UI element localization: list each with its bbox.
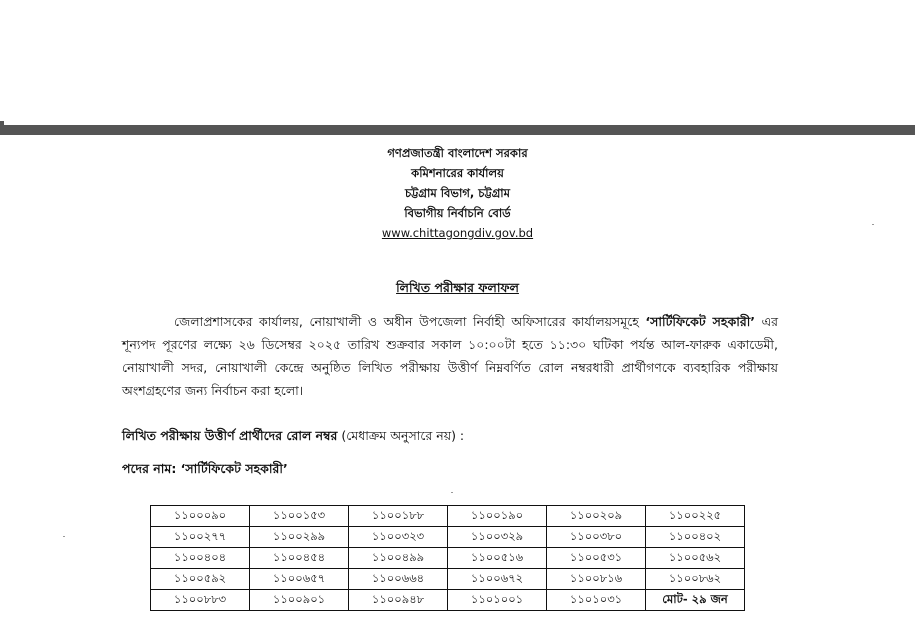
roll-number-cell: ১১০০৯৪৮: [349, 590, 448, 611]
roll-number-cell: ১১০০১৯০: [448, 506, 547, 527]
roll-number-cell: ১১০০৫১৬: [448, 548, 547, 569]
roll-number-cell: ১১০০৮৬২: [646, 569, 745, 590]
roll-number-cell: ১১০০২২৫: [646, 506, 745, 527]
table-row: [151, 527, 745, 548]
roll-number-cell: ১১০০৫৩১: [547, 548, 646, 569]
roll-number-cell: ১১০০১৮৮: [349, 506, 448, 527]
office-header: [0, 143, 915, 243]
roll-number-cell: ১১০০৬৭২: [448, 569, 547, 590]
post-name-heading: পদের নাম: ‘সার্টিফিকেট সহকারী’: [122, 461, 288, 476]
roll-heading-main: লিখিত পরীক্ষায় উত্তীর্ণ প্রার্থীদের রোল নম্বর: [122, 428, 338, 443]
total-count-cell: মোট- ২৯ জন: [646, 590, 745, 611]
board-name: বিভাগীয় নির্বাচনি বোর্ড: [404, 206, 511, 220]
roll-table: [150, 505, 745, 611]
roll-number-cell: ১১০০৮১৬: [547, 569, 646, 590]
website-link[interactable]: www.chittagongdiv.gov.bd: [381, 226, 534, 240]
page-title: লিখিত পরীক্ষার ফলাফল: [396, 280, 519, 295]
roll-number-cell: ১১০০৫৬২: [646, 548, 745, 569]
roll-number-cell: ১১০০৩৮০: [547, 527, 646, 548]
roll-number-cell: ১১০০৬৬৪: [349, 569, 448, 590]
government-name: গণপ্রজাতন্ত্রী বাংলাদেশ সরকার: [387, 146, 528, 160]
roll-number-cell: ১১০০৪০২: [646, 527, 745, 548]
roll-number-cell: ১১০০৩২৯: [448, 527, 547, 548]
division-name: চট্টগ্রাম বিভাগ, চট্টগ্রাম: [404, 186, 511, 200]
notice-paragraph: [122, 310, 778, 402]
roll-number-cell: ১১০০৫৯২: [151, 569, 250, 590]
roll-number-cell: ১১০০৪৯৯: [349, 548, 448, 569]
table-row: [151, 548, 745, 569]
roll-number-cell: ১১০০৮৮৩: [151, 590, 250, 611]
roll-number-cell: ১১০০৪৫৪: [250, 548, 349, 569]
roll-number-cell: ১১০০৬৫৭: [250, 569, 349, 590]
table-row: [151, 506, 745, 527]
roll-number-cell: ১১০০২৭৭: [151, 527, 250, 548]
roll-number-cell: ১১০০৯০১: [250, 590, 349, 611]
table-row: [151, 590, 745, 611]
roll-heading: [122, 428, 464, 448]
roll-number-cell: ১১০০১৫৩: [250, 506, 349, 527]
roll-number-cell: ১১০০৩২৩: [349, 527, 448, 548]
scan-speck: [872, 224, 874, 225]
table-row: [151, 569, 745, 590]
roll-number-cell: ১১০০৪০৪: [151, 548, 250, 569]
scan-speck: [63, 536, 65, 537]
roll-number-cell: ১১০১০৩১: [547, 590, 646, 611]
office-name: কমিশনারের কার্যালয়: [411, 166, 504, 180]
scan-speck: [451, 492, 453, 493]
paragraph-post-name: ‘সার্টিফিকেট সহকারী’: [645, 314, 756, 329]
roll-heading-note: (মেধাক্রম অনুসারে নয়) :: [337, 428, 465, 443]
roll-number-cell: ১১০০২০৯: [547, 506, 646, 527]
top-divider-bar: [0, 125, 915, 135]
paragraph-part2: এর শূন্যপদ পূরণের লক্ষ্যে ২৬ ডিসেম্বর ২০২৫ তারিখ শুক্রবার সকাল ১০:০০টা হতে ১১:৩০ ঘটিকা পর্যন্ত আল-ফারুক একাডেমী, নোয়াখালী সদর, নোয়াখালী কেন্দ্রে অনুষ্ঠিত লিখিত পরীক্ষায় উত্তীর্ণ নিম্নবর্ণিত রোল নম্বরধারী প্রার্থীগণকে ব্যবহারিক পরীক্ষায় অংশগ্রহণের জন্য নির্বাচন করা হলো।: [122, 314, 778, 398]
roll-number-cell: ১১০০০৯০: [151, 506, 250, 527]
paragraph-part1: জেলাপ্রশাসকের কার্যালয়, নোয়াখালী ও অধীন উপজেলা নির্বাহী অফিসারের কার্যালয়সমূহে: [174, 314, 646, 329]
roll-number-cell: ১১০০২৯৯: [250, 527, 349, 548]
roll-number-cell: ১১০১০০১: [448, 590, 547, 611]
